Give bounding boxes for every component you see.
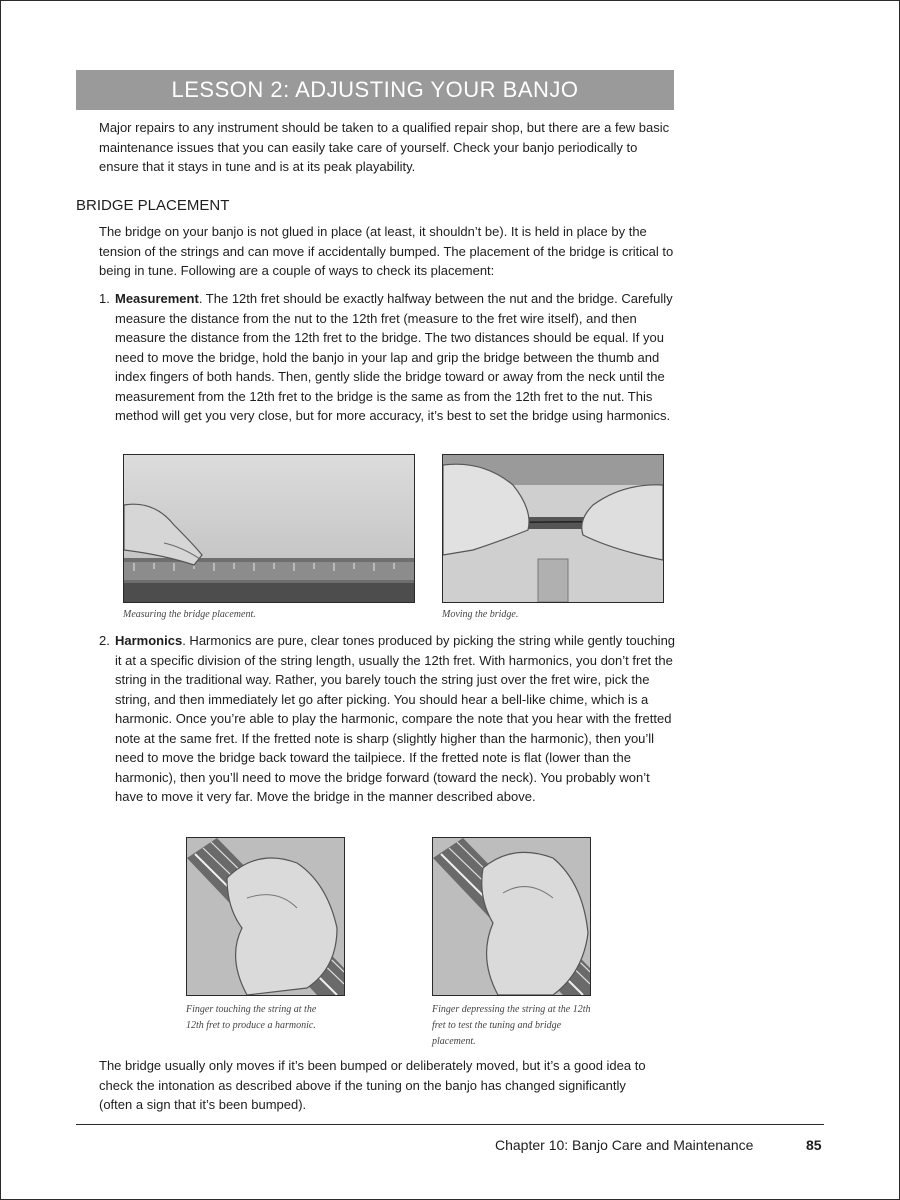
list-body: . The 12th fret should be exactly halfway between the nut and the bridge. Carefully measure the distance from the nut to the 12th fret (measure to the fret wire itself), and then measure the distance from the 12th fret to the bridge. The two distances should be equal. If you need to move the bridge, hold the banjo in your lap and grip the bridge between the thumb and index fingers of both hands. Then, gently slide the bridge toward or away from the neck until the measurement from the 12th fret to the bridge is the same as from the 12th fret to the nut. This method will get you very close, but for more accuracy, it’s best to set the bridge using harmonics. [115, 291, 673, 423]
lesson-title: LESSON 2: ADJUSTING YOUR BANJO [171, 77, 579, 102]
footer-rule [76, 1124, 824, 1125]
intro-paragraph: Major repairs to any instrument should be taken to a qualified repair shop, but there are a few basic maintenance issues that you can easily take care of yourself. Check your banjo periodically to ensure that it stays in tune and is at its peak playability. [99, 120, 670, 174]
moving-illustration [443, 455, 663, 602]
list-lead-term: Harmonics [115, 633, 183, 648]
caption-depressing: Finger depressing the string at the 12th fret to test the tuning and bridge placement. [432, 1004, 591, 1047]
photo-finger-touching [186, 837, 345, 996]
list-lead-term: Measurement [115, 291, 199, 306]
list-item-harmonics [99, 631, 679, 807]
list-body: . Harmonics are pure, clear tones produced by picking the string while gently touching it at a specific division of the string length, usually the 12th fret. With harmonics, you don’t fret the string in the traditional way. Rather, you barely touch the string just over the fret wire, pick the string, and then immediately let go after picking. You should hear a bell-like chime, which is a harmonic. Once you’re able to play the harmonic, compare the note that you hear with the fretted note at the same fret. If the fretted note is sharp (slightly higher than the harmonic), then you’ll need to move the bridge back toward the tailpiece. If the fretted note is flat (lower than the harmonic), then you’ll need to move the bridge forward (toward the neck). You probably won’t have to move it very far. Move the bridge in the manner described above. [115, 633, 676, 804]
caption-touching: Finger touching the string at the 12th fret to produce a harmonic. [186, 1004, 317, 1031]
caption-measuring: Measuring the bridge placement. [123, 609, 256, 620]
page-number: 85 [806, 1137, 822, 1153]
list-item-measurement [99, 289, 679, 426]
list-text [115, 631, 679, 807]
lesson-title-banner [76, 70, 674, 110]
caption-moving: Moving the bridge. [442, 609, 519, 620]
footer-chapter-title: Chapter 10: Banjo Care and Maintenance [495, 1137, 754, 1153]
section-paragraph: The bridge on your banjo is not glued in place (at least, it shouldn’t be). It is held in place by the tension of the strings and can move if accidentally bumped. The placement of the bridge is critical to being in tune. Following are a couple of ways to check its placement: [99, 224, 674, 278]
photo-moving-bridge [442, 454, 664, 603]
depressing-illustration [433, 838, 590, 995]
section-heading: BRIDGE PLACEMENT [76, 197, 230, 214]
list-number: 1. [99, 291, 110, 306]
touching-illustration [187, 838, 344, 995]
photo-measuring-bridge [123, 454, 415, 603]
measuring-illustration [124, 455, 414, 602]
closing-paragraph: The bridge usually only moves if it’s been bumped or deliberately moved, but it’s a good idea to check the intonation as described above if the tuning on the banjo has changed significantly (often a sign that it’s been bumped). [99, 1058, 646, 1112]
list-number: 2. [99, 633, 110, 648]
list-text [115, 289, 679, 426]
photo-finger-depressing [432, 837, 591, 996]
